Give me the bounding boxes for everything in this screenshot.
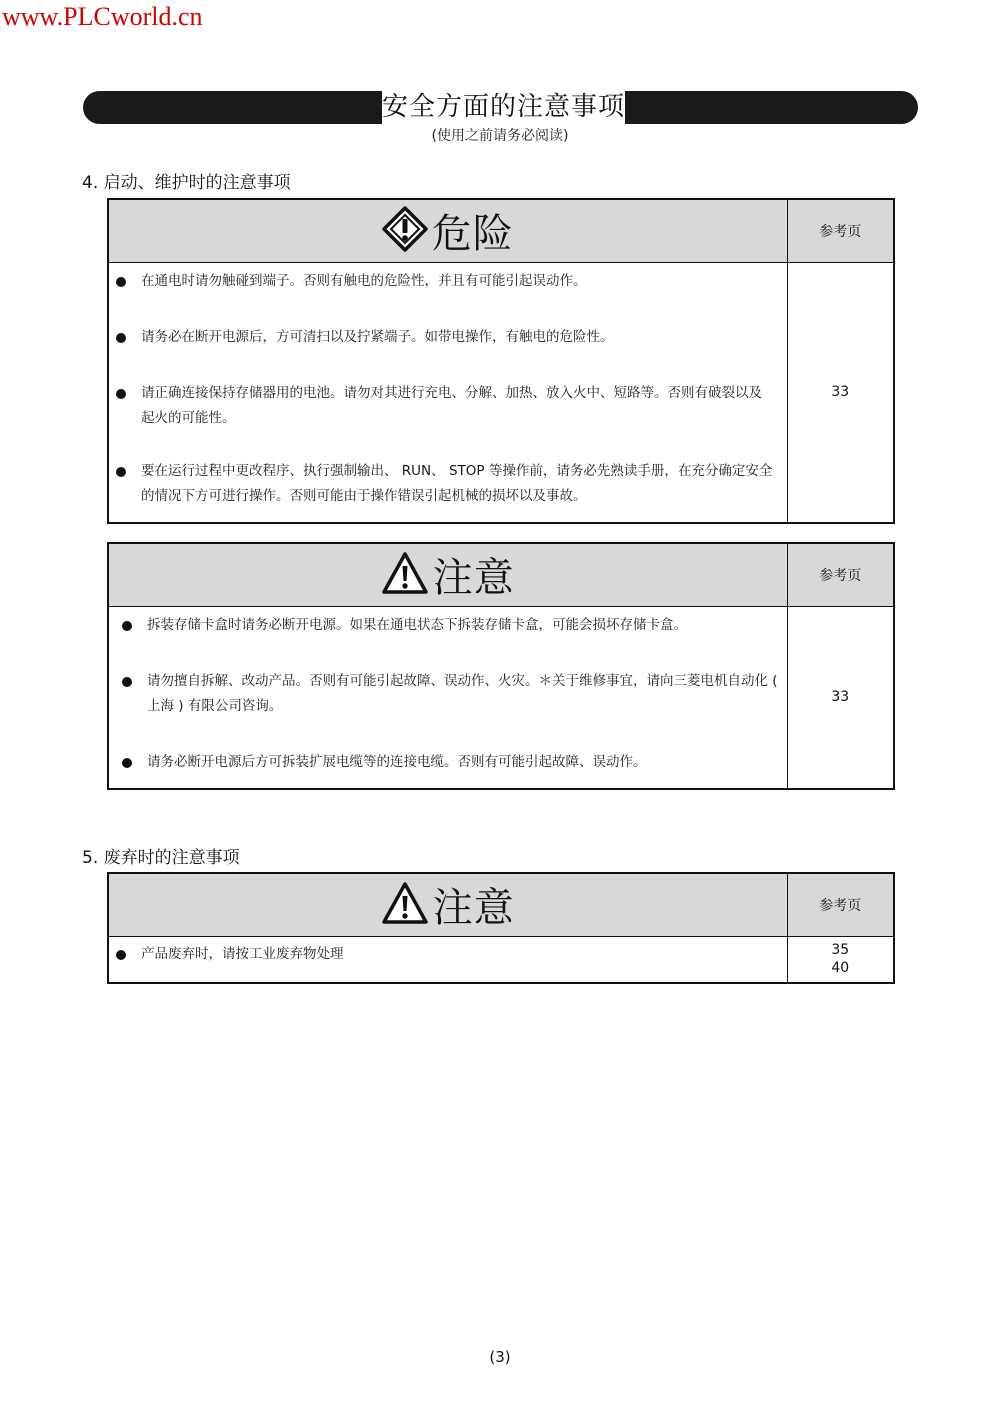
ref-value: 35 — [831, 942, 850, 959]
caution-ref-value: 33 — [787, 606, 894, 789]
caution-items-cell — [108, 936, 787, 983]
bullet-icon — [116, 333, 126, 343]
bullet-icon — [116, 389, 126, 399]
caution-triangle-exclamation-icon — [381, 881, 429, 929]
caution-label: 注意 — [432, 885, 515, 932]
caution-item-list — [109, 942, 787, 967]
list-item: 请正确连接保持存储器用的电池。请勿对其进行充电、分解、加热、放入火中、短路等。否则有破裂以及起火的可能性。 — [109, 381, 787, 431]
bullet-icon — [122, 621, 132, 631]
caution-ref-header: 参考页 — [787, 873, 894, 936]
danger-label: 危险 — [431, 211, 514, 258]
bullet-icon — [122, 677, 132, 687]
list-item: 产品废弃时，请按工业废弃物处理 — [109, 942, 787, 967]
caution-table-4 — [107, 542, 895, 790]
caution-label: 注意 — [432, 555, 515, 602]
caution-items-cell — [108, 606, 787, 789]
caution-ref-header: 参考页 — [787, 543, 894, 606]
danger-items-cell — [108, 262, 787, 523]
caution-header — [108, 873, 787, 936]
caution-item-list — [109, 613, 787, 775]
danger-ref-header: 参考页 — [787, 199, 894, 262]
watermark-link[interactable]: www.PLCworld.cn — [2, 2, 203, 31]
list-item: 请务必在断开电源后，方可清扫以及拧紧端子。如带电操作，有触电的危险性。 — [109, 325, 787, 350]
caution-table-5 — [107, 872, 895, 984]
section-heading-4: 4. 启动、维护时的注意事项 — [82, 173, 291, 193]
bullet-icon — [116, 277, 126, 287]
list-item: 在通电时请勿触碰到端子。否则有触电的危险性，并且有可能引起误动作。 — [109, 269, 787, 294]
list-item: 拆装存储卡盒时请务必断开电源。如果在通电状态下拆装存储卡盒，可能会损坏存储卡盒。 — [109, 613, 787, 638]
danger-ref-value: 33 — [787, 262, 894, 523]
bullet-icon — [116, 467, 126, 477]
section-heading-5: 5. 废弃时的注意事项 — [82, 848, 240, 868]
page-number: (3) — [489, 1348, 511, 1366]
list-item: 请勿擅自拆解、改动产品。否则有可能引起故障、误动作、火灾。＊关于维修事宜，请向三菱电机自动化 ( 上海 ) 有限公司咨询。 — [109, 669, 787, 719]
danger-diamond-exclamation-icon — [382, 206, 428, 256]
page-title: 安全方面的注意事项 — [382, 92, 626, 122]
bullet-icon — [116, 950, 126, 960]
title-box — [382, 88, 625, 126]
danger-header — [108, 199, 787, 262]
bullet-icon — [122, 758, 132, 768]
list-item: 请务必断开电源后方可拆装扩展电缆等的连接电缆。否则有可能引起故障、误动作。 — [109, 750, 787, 775]
caution-ref-values — [787, 936, 894, 983]
ref-value: 40 — [831, 960, 850, 977]
caution-triangle-exclamation-icon — [381, 551, 429, 599]
list-item: 要在运行过程中更改程序、执行强制输出、 RUN、 STOP 等操作前，请务必先熟读手册，在充分确定安全的情况下方可进行操作。否则可能由于操作错误引起机械的损坏以及事故。 — [109, 459, 787, 509]
danger-item-list — [109, 269, 787, 509]
danger-table — [107, 198, 895, 524]
caution-header — [108, 543, 787, 606]
page-subtitle: (使用之前请务必阅读) — [431, 128, 569, 144]
